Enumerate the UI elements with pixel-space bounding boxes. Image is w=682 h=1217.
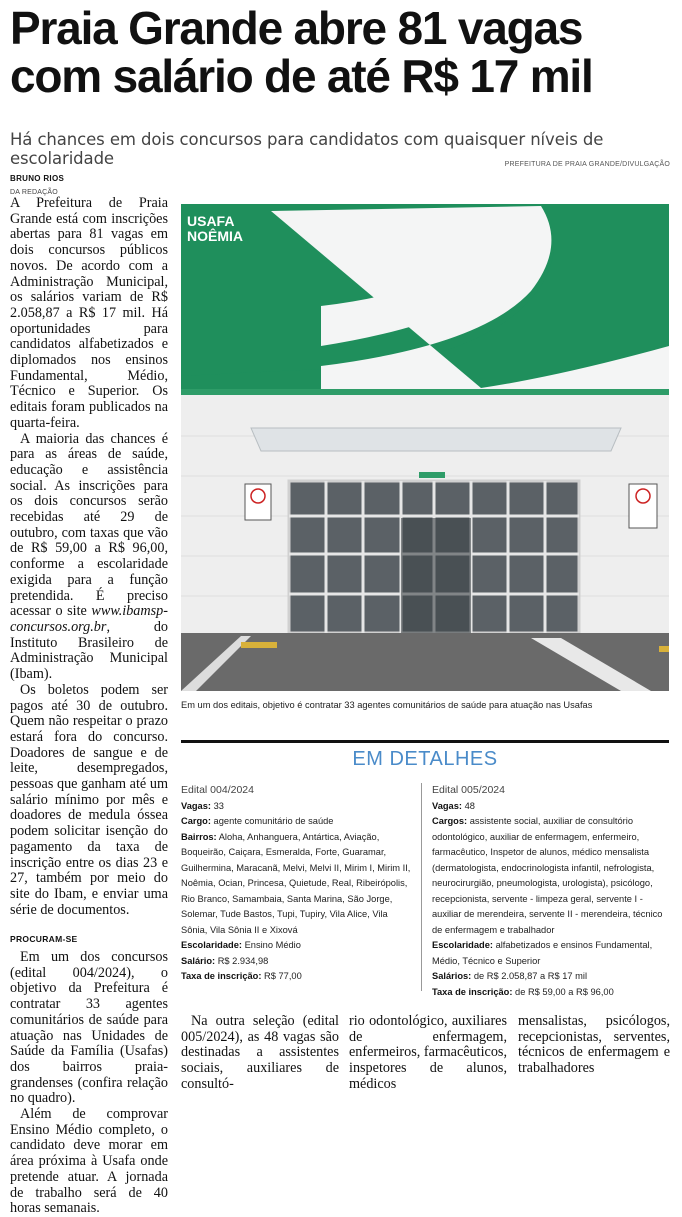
paragraph: Além de comprovar Ensino Médio completo, o candidato deve morar em área próxima à Usafa onde pretende atuar. A jornada de trabalho será de 40 horas semanais.	[10, 1106, 168, 1217]
column-divider	[421, 783, 422, 991]
photo-caption: Em um dos editais, objetivo é contratar 33 agentes comunitários de saúde para atuação nas Usafas	[181, 700, 593, 710]
salario-line: Salário: R$ 2.934,98	[181, 955, 269, 966]
edital-title: Edital 004/2024	[181, 784, 254, 796]
author-org: DA REDAÇÃO	[10, 189, 58, 196]
paragraph	[10, 432, 168, 683]
escolaridade-line: Escolaridade: alfabetizados e ensinos Fundamental, Médio, Técnico e Superior	[432, 940, 653, 966]
paragraph: Os boletos podem ser pagos até 30 de outubro. Quem não respeitar o prazo estará fora do concurso. Doadores de sangue e de leite, desempregados, pessoas que ganham até um salário mínimo por mês e doadores de medula óssea podem solicitar isenção do pagamento da taxa de inscrição entre os dias 23 e 27, também por meio do site do Ibam, e enviar uma série de documentos.	[10, 681, 168, 918]
box-top-rule	[181, 740, 669, 743]
bottom-column-2: rio odontológico, auxiliares de enfermagem, enfermeiros, farmacêuticos, inspetores de alunos, médicos	[349, 1013, 507, 1092]
headline: Praia Grande abre 81 vagas com salário de até R$ 17 mil	[10, 2, 593, 102]
bairros-line: Bairros: Aloha, Anhanguera, Antártica, Aviação, Boqueirão, Caiçara, Esmeralda, Forte, Guaramar, Guilhermina, Maracanã, Melvi, Melvi II, Mirim I, Mirim II, Noêmia, Ocian, Princesa, Quietude, Real, Ribeirópolis, Rio Branco, Samambaia, Santa Marina, São Jorge, Solemar, Tude Bastos, Tupi, Tupiry, Vila Alice, Vila Sônia, Vila Sônia II e Xixová	[181, 831, 411, 935]
article-left-column	[10, 196, 168, 1217]
paragraph-text: A maioria das chances é para as áreas de saúde, educação e assistência social. As inscrições para os dois concursos serão recebidas até 29 de outubro, com taxas que vão de R$ 59,00 a R$ 96,00, conforme a escolaridade exigida para a função pretendida. É preciso acessar o site	[10, 430, 168, 620]
paragraph-text: , do Instituto Brasileiro de Administração Municipal (Ibam).	[10, 618, 168, 683]
cargo-line: Cargo: agente comunitário de saúde	[181, 816, 334, 826]
box-title: EM DETALHES	[352, 748, 498, 770]
paragraph: A Prefeitura de Praia Grande está com inscrições abertas para 81 vagas em dois concursos públicos novos. De acordo com a Administração Municipal, os salários variam de R$ 2.058,87 a R$ 17 mil. Há oportunidades para candidatos alfabetizados e diplomados nos ensinos Fundamental, Médio, Técnico e Superior. Os editais foram publicados na quarta-feira.	[10, 195, 168, 431]
paragraph: Em um dos concursos (edital 004/2024), o objetivo da Prefeitura é contratar 33 agentes comunitários de saúde para atuação nas Unidades de Saúde da Família (Usafas) dos bairros praia-grandenses (confira relação no quadro).	[10, 949, 168, 1107]
cargos-line: Cargos: assistente social, auxiliar de consultório odontológico, auxiliar de enfermagem, enfermeiro, farmacêutico, Inspetor de alunos, médico mensalista (dermatologista, endocrinologista infantil, nefrologista, neurocirurgião, pneumologista, urologista), psicólogo, recepcionista, servente - limpeza geral, servente I - auxiliar de merendeira, servente II - merendeira, técnico de enfermagem e trabalhador	[432, 816, 663, 935]
taxa-line: Taxa de inscrição: de R$ 59,00 a R$ 96,00	[432, 986, 614, 997]
escolaridade-line: Escolaridade: Ensino Médio	[181, 940, 301, 950]
edital-004-box	[181, 783, 413, 985]
site-link[interactable]: www.ibamsp-concursos.org.br	[10, 603, 168, 635]
author-name: BRUNO RIOS	[10, 174, 65, 183]
building-photo	[181, 176, 669, 691]
edital-005-box	[432, 783, 670, 1000]
sign-line-2: NOÊMIA	[187, 228, 243, 244]
photo-credit: PREFEITURA DE PRAIA GRANDE/DIVULGAÇÃO	[504, 161, 670, 168]
deck-subtitle: Há chances em dois concursos para candidatos com quaisquer níveis de escolaridade	[10, 130, 604, 168]
edital-title: Edital 005/2024	[432, 784, 505, 796]
section-heading: PROCURAM-SE	[10, 934, 78, 945]
taxa-line: Taxa de inscrição: R$ 77,00	[181, 971, 302, 981]
salario-line: Salários: de R$ 2.058,87 a R$ 17 mil	[432, 971, 588, 981]
vagas-line: Vagas: 33	[181, 800, 224, 811]
usafa-building-illustration	[181, 176, 669, 691]
bottom-column-1: Na outra seleção (edital 005/2024), as 48 vagas são destinadas a assistentes sociais, auxiliares de consultó-	[181, 1013, 339, 1092]
vagas-line: Vagas: 48	[432, 800, 475, 811]
bottom-column-3: mensalistas, psicólogos, recepcionistas, serventes, técnicos de enfermagem e trabalhadores	[518, 1013, 670, 1077]
sign-line-1: USAFA	[187, 213, 235, 229]
